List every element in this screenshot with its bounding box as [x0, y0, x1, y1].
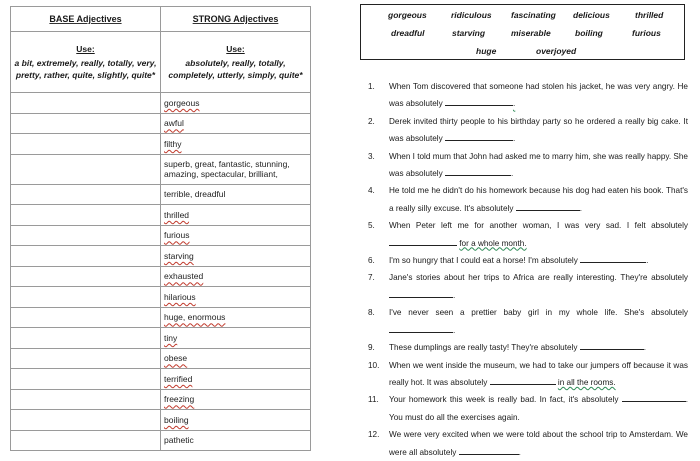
base-adjectives-header: BASE Adjectives: [11, 7, 161, 32]
exercise-text-after: for a whole month.: [459, 238, 527, 248]
base-input-cell[interactable]: [11, 348, 161, 369]
word-bank-word: thrilled: [635, 10, 664, 20]
strong-adjective-cell: tiny: [161, 328, 311, 349]
strong-adjective-cell: awful: [161, 113, 311, 134]
exercise-number: 1.: [368, 82, 375, 91]
exercise-text: These dumplings are really tasty! They're absolutely: [389, 343, 578, 353]
strong-adjective-cell: thrilled: [161, 205, 311, 226]
exercise-list: [368, 78, 688, 461]
strong-adjective-cell: obese: [161, 348, 311, 369]
exercise-item: [368, 217, 688, 252]
exercise-text-after: . You must do all the exercises again.: [389, 395, 688, 422]
base-input-cell[interactable]: [11, 328, 161, 349]
strong-adjective-cell: starving: [161, 246, 311, 267]
strong-adjective-cell: exhausted: [161, 266, 311, 287]
exercise-text-after: in all the rooms.: [557, 377, 616, 387]
base-use-title: Use:: [76, 44, 95, 54]
exercise-item: [368, 357, 688, 392]
base-input-cell[interactable]: [11, 93, 161, 114]
strong-adjective-cell: freezing: [161, 389, 311, 410]
base-input-cell[interactable]: [11, 369, 161, 390]
exercise-item: 3. When I told mum that John had asked me to marry him, she was really happy. She was absolutely .: [368, 148, 688, 183]
exercise-number: 7.: [368, 273, 375, 283]
exercise-item: 1. When Tom discovered that someone had stolen his jacket, he was very angry. He was absolutely .: [368, 78, 688, 113]
base-use-text: a bit, extremely, really, totally, very, pretty, rather, quite, slightly, quite*: [14, 58, 157, 80]
answer-blank[interactable]: [490, 374, 556, 385]
strong-adjective-cell: superb, great, fantastic, stunning, amazing, spectacular, brilliant,: [161, 154, 311, 184]
word-bank-row: [361, 46, 684, 58]
answer-blank[interactable]: [445, 95, 513, 106]
exercise-number: 12.: [368, 430, 380, 440]
word-bank-word: miserable: [511, 28, 551, 38]
word-bank-word: delicious: [573, 10, 610, 20]
exercise-text: Your homework this week is really bad. In fact, it's absolutely: [389, 395, 619, 405]
answer-blank[interactable]: [580, 252, 646, 263]
answer-blank[interactable]: [389, 235, 457, 246]
exercise-text: Jane's stories about her trips to Africa are really interesting. They're absolutely: [389, 273, 688, 283]
word-bank-word: huge: [476, 46, 497, 56]
exercise-item: 12. We were very excited when we were told about the school trip to Amsterdam. We were all absolutely .: [368, 426, 688, 461]
word-bank-word: dreadful: [391, 28, 425, 38]
exercise-text: When Tom discovered that someone had stolen his jacket, he was very angry. He was absolutely: [389, 82, 688, 109]
strong-adjective-cell: boiling: [161, 410, 311, 431]
answer-blank[interactable]: [445, 165, 511, 176]
base-input-cell[interactable]: [11, 246, 161, 267]
exercise-item: 8. I've never seen a prettier baby girl in my whole life. She's absolutely .: [368, 304, 688, 339]
strong-use-cell: [161, 32, 311, 93]
base-use-cell: [11, 32, 161, 93]
exercise-number: 4.: [368, 186, 375, 196]
strong-adjective-cell: filthy: [161, 134, 311, 155]
exercise-text: When Peter left me for another woman, I was very sad. I felt absolutely: [389, 221, 688, 231]
strong-adjective-cell: huge, enormous: [161, 307, 311, 328]
base-input-cell[interactable]: [11, 205, 161, 226]
exercise-text: When I told mum that John had asked me to marry him, she was really happy. She was absolutely: [389, 151, 688, 179]
word-bank-word: fascinating: [511, 10, 556, 20]
exercise-text: When we went inside the museum, we had to take our jumpers off because it was really hot. It was absolutely: [389, 360, 688, 387]
word-bank-row: [361, 28, 684, 40]
exercise-number: 3.: [368, 151, 375, 161]
word-bank-word: starving: [452, 28, 486, 38]
answer-blank[interactable]: [445, 130, 513, 141]
exercise-text: He told me he didn't do his homework because his dog had eaten his book. That's a really silly excuse. It's absolutely: [389, 186, 688, 213]
exercise-text: Derek invited thirty people to his birthday party so he ordered a really big cake. It was absolutely: [389, 116, 688, 144]
base-input-cell[interactable]: [11, 225, 161, 246]
base-input-cell[interactable]: [11, 389, 161, 410]
exercise-number: 8.: [368, 308, 375, 318]
strong-adjective-cell: terrible, dreadful: [161, 184, 311, 205]
exercise-item: [368, 391, 688, 426]
answer-blank[interactable]: [389, 322, 453, 333]
base-input-cell[interactable]: [11, 410, 161, 431]
answer-blank[interactable]: [389, 287, 453, 298]
strong-adjective-cell: furious: [161, 225, 311, 246]
strong-adjective-cell: terrified: [161, 369, 311, 390]
exercise-number: 2.: [368, 116, 375, 126]
exercise-item: 7. Jane's stories about her trips to Africa are really interesting. They're absolutely .: [368, 269, 688, 304]
strong-adjective-cell: pathetic: [161, 430, 311, 451]
exercise-item: 4. He told me he didn't do his homework because his dog had eaten his book. That's a really silly excuse. It's absolutely .: [368, 182, 688, 217]
base-input-cell[interactable]: [11, 154, 161, 184]
base-input-cell[interactable]: [11, 287, 161, 308]
strong-adjectives-header: STRONG Adjectives: [161, 7, 311, 32]
word-bank-word: gorgeous: [388, 10, 427, 20]
base-input-cell[interactable]: [11, 134, 161, 155]
word-bank-word: furious: [632, 28, 661, 38]
strong-use-text: absolutely, really, totally, completely, utterly, simply, quite*: [168, 58, 303, 80]
exercise-text: I've never seen a prettier baby girl in my whole life. She's absolutely: [389, 308, 688, 318]
word-bank-word: ridiculous: [451, 10, 492, 20]
adjectives-table: [10, 6, 311, 451]
strong-adjective-cell: gorgeous: [161, 93, 311, 114]
exercise-text: I'm so hungry that I could eat a horse! I'm absolutely: [389, 256, 578, 266]
exercise-item: 6. I'm so hungry that I could eat a horse! I'm absolutely .: [368, 252, 688, 269]
word-bank-row: [361, 10, 684, 22]
exercise-item: 2. Derek invited thirty people to his birthday party so he ordered a really big cake. It was absolutely .: [368, 113, 688, 148]
word-bank-word: boiling: [575, 28, 603, 38]
base-input-cell[interactable]: [11, 266, 161, 287]
base-input-cell[interactable]: [11, 307, 161, 328]
exercise-number: 9.: [368, 343, 375, 353]
exercise-number: 10.: [368, 360, 380, 370]
base-input-cell[interactable]: [11, 430, 161, 451]
word-bank-word: overjoyed: [536, 46, 577, 56]
strong-use-title: Use:: [226, 44, 245, 54]
exercise-number: 6.: [368, 256, 375, 266]
strong-adjective-cell: hilarious: [161, 287, 311, 308]
exercise-item: 9. These dumplings are really tasty! They're absolutely .: [368, 339, 688, 356]
answer-blank[interactable]: [580, 339, 644, 350]
exercise-number: 5.: [368, 221, 375, 231]
answer-blank[interactable]: [622, 391, 686, 402]
base-input-cell[interactable]: [11, 184, 161, 205]
answer-blank[interactable]: [459, 444, 519, 455]
answer-blank[interactable]: [516, 200, 580, 211]
word-bank-box: [360, 4, 685, 60]
base-input-cell[interactable]: [11, 113, 161, 134]
exercise-text: We were very excited when we were told about the school trip to Amsterdam. We were all absolutely: [389, 430, 688, 457]
exercise-number: 11.: [368, 395, 379, 405]
